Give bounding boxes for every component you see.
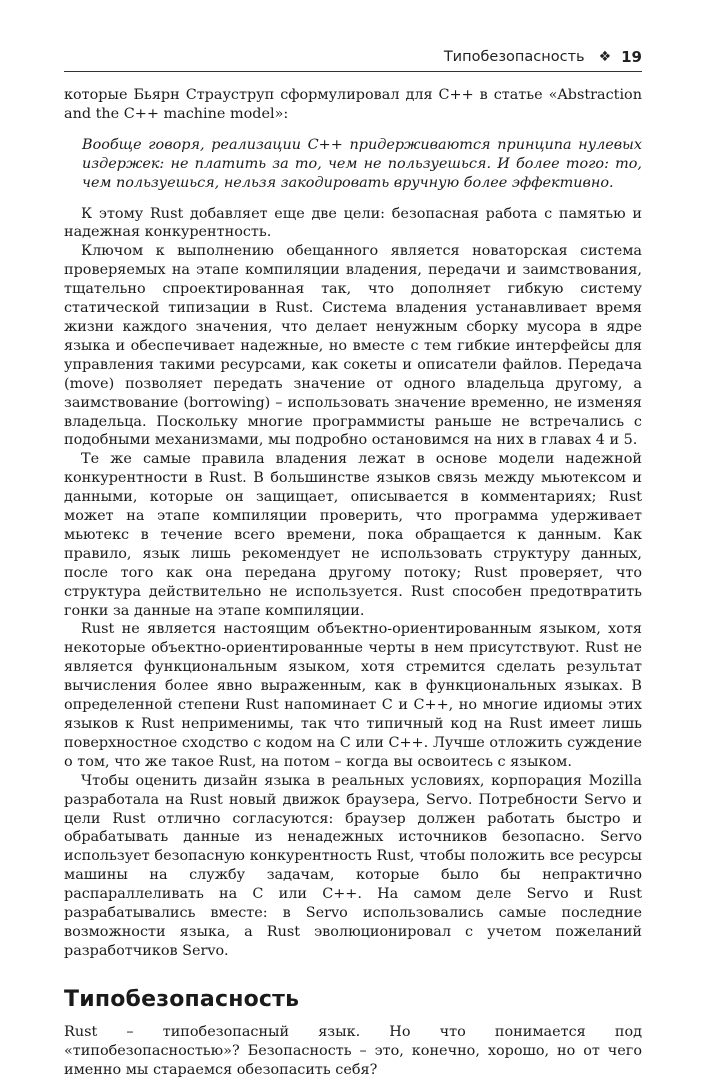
section-heading: Типобезопасность xyxy=(64,986,300,1012)
paragraph: Ключом к выполнению обещанного является новаторская система проверяемых на этапе компиляции владения, передачи и заимствования, тщательно спроектированная так, что дополняет гибкую систему статической типизации в Rust. Система владения устанавливает время жизни каждого значения, что делает ненужным сборку мусора в ядре языка и обеспечивает надежные, но вместе с тем гибкие интерфейсы для управления такими ресурсами, как сокеты и описатели файлов. Передача (move) позволяет передать значение от одного владельца другому, а заимствование (borrowing) – использовать значение временно, не изменяя владельца. Поскольку многие программисты раньше не встречались с подобными механизмами, мы подробно остановимся на них в главах 4 и 5. xyxy=(64,243,642,449)
page-body xyxy=(64,86,642,1080)
ornament-icon: ❖ xyxy=(598,49,612,65)
running-header xyxy=(64,46,642,68)
page-number: 19 xyxy=(621,48,642,66)
section-paragraph: Rust – типобезопасный язык. Но что понимается под «типобезопасностью»? Безопасность – это, конечно, хорошо, но от чего именно мы стараемся обезопасить себя? xyxy=(64,1023,642,1078)
paragraph: Чтобы оценить дизайн языка в реальных условиях, корпорация Mozilla разработала на Rust новый движок браузера, Servo. Потребности Servo и цели Rust отлично согласуются: браузер должен работать быстро и обрабатывать данные из ненадежных источников безопасно. Servo использует безопасную конкурентность Rust, чтобы положить все ресурсы машины на службу задачам, которые было бы непрактично распараллеливать на C или C++. На самом деле Servo и Rust разрабатывались вместе: в Servo использовались самые последние возможности языка, а Rust эволюционировал с учетом пожеланий разработчиков Servo. xyxy=(64,772,642,959)
running-title: Типобезопасность xyxy=(443,49,585,65)
paragraph: Те же самые правила владения лежат в основе модели надежной конкурентности в Rust. В большинстве языков связь между мьютексом и данными, которые он защищает, описывается в комментариях; Rust может на этапе компиляции проверить, что программа удерживает мьютекс в течение всего времени, пока обращается к данным. Как правило, язык лишь рекомендует не использовать структуру данных, после того как она передана другому потоку; Rust проверяет, что структура действительно не используется. Rust способен предотвратить гонки за данные на этапе компиляции. xyxy=(64,451,642,619)
paragraph: К этому Rust добавляет еще две цели: безопасная работа с памятью и надежная конкурентность. xyxy=(64,205,642,241)
quote-block: Вообще говоря, реализации C++ придерживаются принципа нулевых издержек: не платить за то, чем не пользуешься. И более того: то, чем пользуешься, нельзя закодировать вручную более эффективно. xyxy=(82,136,642,191)
header-rule xyxy=(64,71,642,72)
paragraph: Rust не является настоящим объектно-ориентированным языком, хотя некоторые объектно-ориентированные черты в нем присутствуют. Rust не является функциональным языком, хотя стремится сделать результат вычисления более явно выраженным, как в функциональных языках. В определенной степени Rust напоминает C и C++, но многие идиомы этих языков к Rust неприменимы, так что типичный код на Rust имеет лишь поверхностное сходство с кодом на C или C++. Лучше отложить суждение о том, что же такое Rust, на потом – когда вы освоитесь с языком. xyxy=(64,621,642,770)
paragraph-continuation: которые Бьярн Страуструп сформулировал для C++ в статье «Abstraction and the C++ machine model»: xyxy=(64,87,642,122)
